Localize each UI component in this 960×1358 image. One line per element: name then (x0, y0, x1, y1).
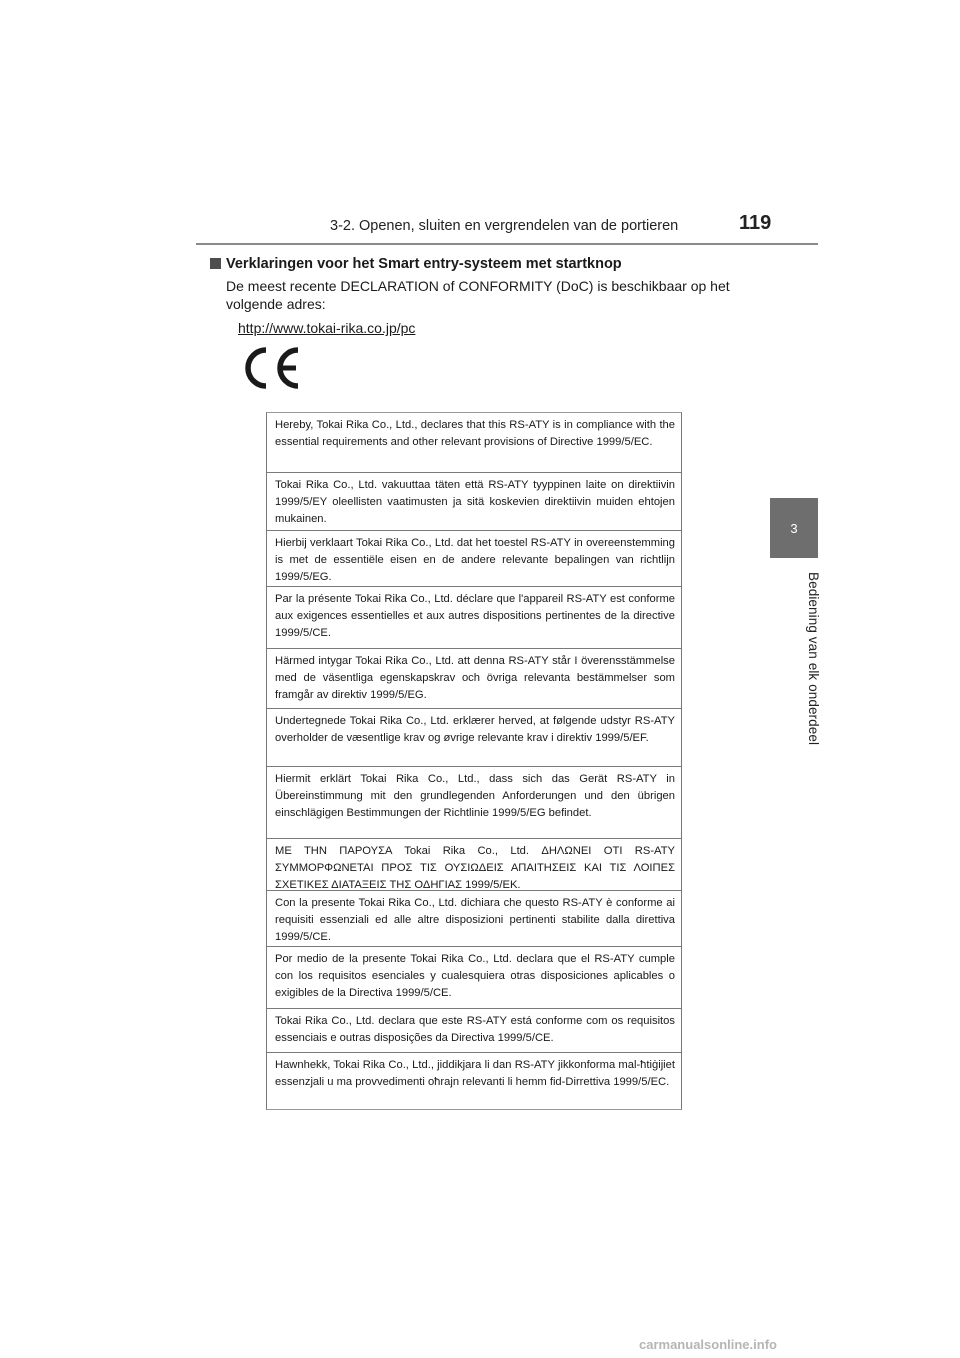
declaration-it: Con la presente Tokai Rika Co., Ltd. dichiara che questo RS-ATY è conforme ai requisiti essenziali ed alle altre disposizioni pertinenti stabilite dalla direttiva 1999/5/CE. (267, 891, 681, 947)
square-bullet-icon (210, 258, 221, 269)
section-heading (210, 256, 622, 272)
declaration-mt: Hawnhekk, Tokai Rika Co., Ltd., jiddikjara li dan RS-ATY jikkonforma mal-ħtiġijiet essenzjali u ma provvedimenti oħrajn relevanti li hemm fid-Dirrettiva 1999/5/EC. (275, 1059, 675, 1088)
declaration-en: Hereby, Tokai Rika Co., Ltd., declares that this RS-ATY is in compliance with the essential requirements and other relevant provisions of Directive 1999/5/EC. (267, 413, 681, 473)
page-number: 119 (739, 212, 772, 234)
declaration-fi: Tokai Rika Co., Ltd. vakuuttaa täten että RS-ATY tyyppinen laite on direktiivin 1999/5/EY oleellisten vaatimusten ja sitä koskevien direktiivin muiden ehtojen mukainen. (267, 473, 681, 531)
section-body: De meest recente DECLARATION of CONFORMITY (DoC) is beschikbaar op het volgende adres: (226, 278, 730, 312)
declaration-pt: Tokai Rika Co., Ltd. declara que este RS-ATY está conforme com os requisitos essenciais e outras disposições da Directiva 1999/5/CE. (267, 1009, 681, 1053)
declaration-el: ΜΕ ΤΗΝ ΠΑΡΟΥΣΑ Tokai Rika Co., Ltd. ΔΗΛΩΝΕΙ ΟΤΙ RS-ATY ΣΥΜΜΟΡΦΩΝΕΤΑΙ ΠΡΟΣ ΤΙΣ ΟΥΣΙΩΔΕΙΣ ΑΠΑΙΤΗΣΕΙΣ ΚΑΙ ΤΙΣ ΛΟΙΠΕΣ ΣΧΕΤΙΚΕΣ ΔΙΑΤΑΞΕΙΣ ΤΗΣ ΟΔΗΓΙΑΣ 1999/5/ΕΚ. (267, 839, 681, 891)
doc-url-link[interactable]: http://www.tokai-rika.co.jp/pc (238, 320, 416, 336)
declaration-sv: Härmed intygar Tokai Rika Co., Ltd. att denna RS-ATY står I överensstämmelse med de väsentliga egenskapskrav och övriga relevanta bestämmelser som framgår av direktiv 1999/5/EG. (267, 649, 681, 709)
section-heading-text: Verklaringen voor het Smart entry-systeem met startknop (226, 256, 622, 272)
chapter-title: Bediening van elk onderdeel (806, 571, 821, 746)
chapter-number: 3 (790, 520, 798, 536)
declaration-fr: Par la présente Tokai Rika Co., Ltd. déclare que l'appareil RS-ATY est conforme aux exigences essentielles et aux autres dispositions pertinentes de la directive 1999/5/CE. (267, 587, 681, 649)
declaration-de: Hiermit erklärt Tokai Rika Co., Ltd., dass sich das Gerät RS-ATY in Übereinstimmung mit den grundlegenden Anforderungen und den übrigen einschlägigen Bestimmungen der Richtlinie 1999/5/EG befindet. (267, 767, 681, 839)
declaration-es: Por medio de la presente Tokai Rika Co., Ltd. declara que el RS-ATY cumple con los requisitos esenciales y cualesquiera otras disposiciones aplicables o exigibles de la Directiva 1999/5/CE. (267, 947, 681, 1009)
declaration-da: Undertegnede Tokai Rika Co., Ltd. erklærer herved, at følgende udstyr RS-ATY overholder de væsentlige krav og øvrige relevante krav i direktiv 1999/5/EF. (267, 709, 681, 767)
watermark: carmanualsonline.info (639, 1337, 777, 1352)
header-divider (196, 243, 818, 245)
declarations-table (266, 412, 682, 1110)
header-section-title: 3-2. Openen, sluiten en vergrendelen van de portieren (330, 218, 679, 234)
chapter-tab (770, 498, 818, 558)
declaration-nl: Hierbij verklaart Tokai Rika Co., Ltd. dat het toestel RS-ATY in overeenstemming is met de essentiële eisen en de andere relevante bepalingen van richtlijn 1999/5/EG. (267, 531, 681, 587)
ce-mark-icon (240, 344, 304, 392)
